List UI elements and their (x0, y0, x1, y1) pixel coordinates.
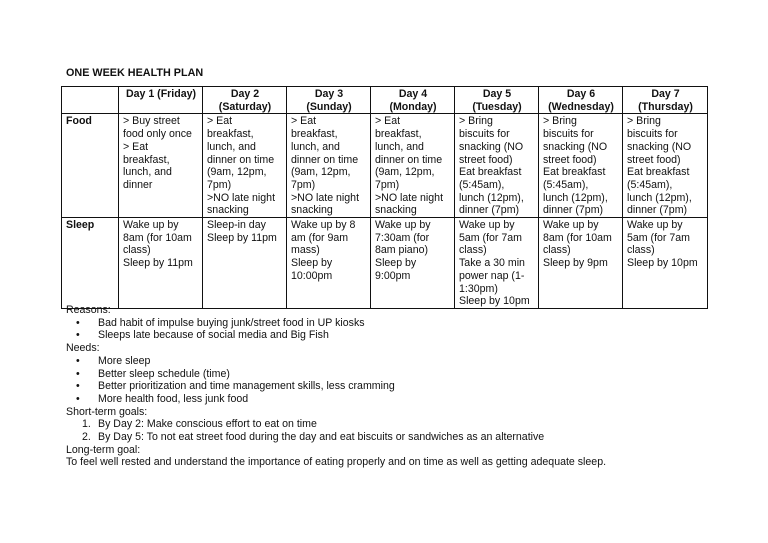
cell-line: dinner on time (207, 153, 275, 166)
cell-line: snacking (291, 204, 333, 217)
list-item (76, 316, 746, 330)
cell-line: dinner on time (291, 153, 359, 166)
cell-line: class) (459, 244, 487, 257)
cell-line: > Eat (291, 115, 317, 128)
row-label-sleep: Sleep (62, 218, 119, 309)
cell-line: breakfast, (207, 128, 254, 141)
cell-line: Sleep by (375, 257, 417, 270)
cell-line: >NO late night (291, 191, 360, 204)
food-cell (539, 114, 623, 218)
reasons-list (66, 317, 746, 342)
table-header-row (62, 87, 708, 114)
needs-heading: Needs: (66, 342, 100, 355)
cell-line: Sleep by 10pm (627, 257, 698, 270)
cell-line: Wake up by (123, 219, 179, 232)
cell-line: lunch, and (207, 140, 256, 153)
bullet-icon: • (76, 329, 80, 342)
food-cell (287, 114, 371, 218)
cell-line: Wake up by 8 (291, 219, 356, 232)
cell-line: Sleep by 11pm (207, 231, 277, 244)
list-item-text: Sleeps late because of social media and Big Fish (98, 329, 329, 342)
cell-line: Wake up by (543, 219, 599, 232)
cell-line: Sleep by 11pm (123, 257, 193, 270)
cell-line: Wake up by (627, 219, 683, 232)
cell-line: 8am piano) (375, 244, 428, 257)
cell-line: 5am (for 7am (627, 231, 690, 244)
cell-line: dinner (7pm) (627, 204, 688, 217)
list-item (82, 431, 746, 444)
header-day-6 (539, 87, 623, 114)
header-line: Day 6 (566, 88, 596, 100)
cell-line: 1:30pm) (459, 282, 498, 295)
cell-line: > Bring (543, 115, 577, 128)
cell-line: Wake up by (375, 219, 431, 232)
cell-line: food only once (123, 128, 192, 141)
header-line: (Wednesday) (548, 100, 614, 113)
header-line: (Saturday) (218, 100, 272, 113)
health-plan-table (61, 86, 708, 309)
list-item (82, 418, 746, 431)
header-day-3 (287, 87, 371, 114)
sleep-cell (455, 218, 539, 309)
cell-line: street food) (627, 153, 681, 166)
reasons-heading: Reasons: (66, 304, 111, 316)
header-line: Day 2 (230, 88, 260, 100)
cell-line: (9am, 12pm, (291, 166, 351, 179)
list-item (76, 329, 746, 342)
header-line: Day 7 (651, 88, 680, 100)
bullet-icon: • (76, 392, 80, 405)
needs-list (66, 355, 746, 406)
long-term-goal-heading: Long-term goal: (66, 443, 141, 456)
cell-line: Sleep by 9pm (543, 257, 608, 270)
cell-line: class) (123, 244, 151, 257)
sleep-cell (287, 218, 371, 309)
header-line: (Tuesday) (472, 100, 522, 113)
cell-line: lunch (12pm), (543, 191, 608, 204)
cell-line: biscuits for (459, 128, 510, 141)
cell-line: Eat breakfast (627, 166, 690, 179)
cell-line: > Eat (123, 140, 149, 153)
bullet-icon: • (76, 380, 80, 393)
list-item-text: By Day 5: To not eat street food during the day and eat biscuits or sandwiches as an alternative (98, 431, 545, 444)
cell-line: > Eat (375, 115, 401, 128)
cell-line: 7:30am (for (375, 231, 430, 244)
cell-line: 8am (for 10am (123, 231, 192, 244)
header-day-1 (119, 87, 203, 114)
cell-line: >NO late night (207, 191, 276, 204)
list-item-text: By Day 2: Make conscious effort to eat on time (98, 418, 317, 431)
cell-line: 5am (for 7am (459, 231, 522, 244)
food-cell (203, 114, 287, 218)
cell-line: dinner (7pm) (543, 204, 604, 217)
cell-line: snacking (NO (459, 140, 524, 153)
cell-line: 8am (for 10am (543, 231, 612, 244)
list-item (76, 367, 746, 381)
sleep-cell (539, 218, 623, 309)
cell-line: > Bring (627, 115, 661, 128)
list-item-text: More health food, less junk food (98, 392, 249, 405)
cell-line: snacking (207, 204, 249, 217)
cell-line: lunch (12pm), (459, 191, 524, 204)
cell-line: street food) (543, 153, 597, 166)
header-line: Day 3 (314, 88, 344, 100)
notes-section (66, 304, 746, 469)
cell-line: 9:00pm (375, 269, 411, 282)
cell-line: breakfast, (123, 153, 170, 166)
cell-line: breakfast, (291, 128, 338, 141)
cell-line: > Bring (459, 115, 493, 128)
food-cell (623, 114, 708, 218)
header-line: (Sunday) (306, 100, 352, 113)
cell-line: snacking (375, 204, 417, 217)
cell-line: Sleep by 10pm (459, 295, 530, 308)
cell-line: > Eat (207, 115, 233, 128)
cell-line: > Buy street (123, 115, 180, 128)
sleep-cell (371, 218, 455, 309)
cell-line: street food) (459, 153, 513, 166)
list-item (76, 380, 746, 393)
cell-line: dinner (7pm) (459, 204, 520, 217)
cell-line: 7pm) (375, 178, 400, 191)
header-day-4 (371, 87, 455, 114)
long-term-goal-text: To feel well rested and understand the importance of eating properly and on time as well as getting adequate sleep. (66, 456, 607, 469)
document-title: ONE WEEK HEALTH PLAN (66, 67, 204, 79)
short-term-goals-list (66, 418, 746, 443)
row-label-food: Food (62, 114, 119, 218)
list-item (76, 392, 746, 406)
list-item-text: Bad habit of impulse buying junk/street food in UP kiosks (98, 316, 365, 329)
bullet-icon: • (76, 316, 80, 329)
cell-line: Eat breakfast (543, 166, 606, 179)
header-line: Day 4 (398, 88, 428, 100)
cell-line: snacking (NO (543, 140, 608, 153)
cell-line: (5:45am), (543, 178, 589, 191)
cell-line: dinner on time (375, 153, 443, 166)
table-row-food (62, 114, 708, 218)
cell-line: 7pm) (207, 178, 232, 191)
table-row-sleep (62, 218, 708, 309)
cell-line: Sleep-in day (207, 219, 266, 232)
food-cell (119, 114, 203, 218)
header-day-2 (203, 87, 287, 114)
cell-line: class) (627, 244, 655, 257)
sleep-cell (203, 218, 287, 309)
cell-line: 10:00pm (291, 269, 333, 282)
cell-line: biscuits for (627, 128, 678, 141)
food-cell (455, 114, 539, 218)
cell-line: snacking (NO (627, 140, 692, 153)
bullet-icon: • (76, 354, 80, 367)
header-day-5 (455, 87, 539, 114)
sleep-cell (119, 218, 203, 309)
cell-line: power nap (1- (459, 269, 525, 282)
cell-line: >NO late night (375, 191, 444, 204)
food-cell (371, 114, 455, 218)
cell-line: 7pm) (291, 178, 316, 191)
header-line: Day 5 (482, 88, 512, 100)
cell-line: lunch, and (375, 140, 424, 153)
header-day-7 (623, 87, 708, 114)
list-item (76, 354, 746, 368)
list-item-text: Better prioritization and time management skills, less cramming (98, 380, 395, 393)
cell-line: mass) (291, 244, 320, 257)
cell-line: (5:45am), (627, 178, 673, 191)
cell-line: (9am, 12pm, (375, 166, 435, 179)
short-term-goals-heading: Short-term goals: (66, 405, 148, 418)
cell-line: (5:45am), (459, 178, 505, 191)
cell-line: dinner (123, 178, 153, 191)
cell-line: am (for 9am (291, 231, 349, 244)
list-number: 2. (82, 431, 91, 444)
cell-line: Sleep by (291, 257, 333, 270)
cell-line: class) (543, 244, 571, 257)
sleep-cell (623, 218, 708, 309)
cell-line: (9am, 12pm, (207, 166, 267, 179)
bullet-icon: • (76, 367, 80, 380)
cell-line: biscuits for (543, 128, 594, 141)
list-item-text: More sleep (98, 354, 151, 367)
header-line: Day 1 (Friday) (125, 88, 197, 100)
cell-line: lunch, and (291, 140, 340, 153)
cell-line: breakfast, (375, 128, 422, 141)
header-line: (Monday) (389, 100, 437, 113)
header-line: (Thursday) (638, 100, 693, 113)
list-item-text: Better sleep schedule (time) (98, 367, 230, 380)
cell-line: Take a 30 min (459, 257, 525, 270)
cell-line: Wake up by (459, 219, 515, 232)
cell-line: Eat breakfast (459, 166, 522, 179)
list-number: 1. (82, 418, 91, 431)
header-corner-cell (62, 87, 119, 114)
cell-line: lunch, and (123, 166, 172, 179)
cell-line: lunch (12pm), (627, 191, 692, 204)
